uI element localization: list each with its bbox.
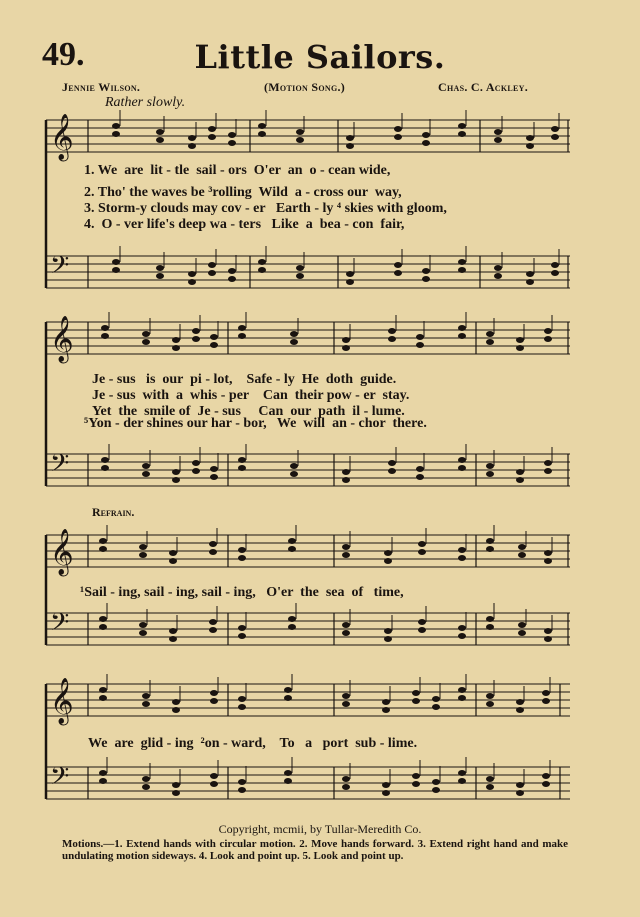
system-1-treble-note	[296, 137, 304, 143]
system-1-treble-note	[494, 129, 502, 135]
system-2-treble-note	[101, 325, 109, 331]
system-4-bass-note	[486, 784, 494, 790]
lyric-line: ¹Sail - ing, sail - ing, sail - ing, O'er the sea of time,	[80, 585, 404, 600]
system-3-treble-note	[99, 546, 107, 552]
composer-credit: Chas. C. Ackley.	[438, 80, 529, 94]
system-4-treble-note	[238, 704, 246, 710]
lyric-line: We are glid - ing ²on - ward, To a port sub - lime.	[88, 736, 418, 751]
system-2-bass-note	[486, 463, 494, 469]
system-2-bass-note	[210, 474, 218, 480]
system-1-treble-note	[394, 134, 402, 140]
system-4-bass-note	[382, 790, 390, 796]
system-3-treble-note	[288, 546, 296, 552]
system-4-bass-note	[172, 790, 180, 796]
system-1-treble-note	[526, 143, 534, 149]
system-4-treble-note	[342, 693, 350, 699]
system-2-bass-note	[388, 460, 396, 466]
system-1-treble-note	[258, 131, 266, 137]
system-1-bass-note	[208, 270, 216, 276]
system-1-treble-note	[228, 132, 236, 138]
system-2-treble-note	[142, 331, 150, 337]
system-3-treble-note	[169, 558, 177, 564]
system-4-bass-note	[382, 782, 390, 788]
system-1-treble-note	[228, 140, 236, 146]
system-2-bass-note	[172, 477, 180, 483]
system-1-bass-note	[422, 268, 430, 274]
system-4-bass-note	[238, 779, 246, 785]
system-1-bass-note	[112, 267, 120, 273]
system-4-treble-note	[542, 698, 550, 704]
system-2-bass-note	[192, 460, 200, 466]
system-1-bass-note	[526, 271, 534, 277]
system-1-treble-note	[494, 137, 502, 143]
system-1-treble-note	[458, 123, 466, 129]
system-2-bass-note	[544, 460, 552, 466]
system-4-bass-note	[458, 778, 466, 784]
system-3-treble-note	[518, 544, 526, 550]
system-2-treble-note	[192, 328, 200, 334]
system-4-bass-note	[486, 776, 494, 782]
system-2-treble-note	[416, 334, 424, 340]
system-3-treble-note	[384, 558, 392, 564]
system-2-treble-clef: 𝄞	[50, 316, 74, 362]
system-4-treble-note	[284, 687, 292, 693]
system-3-treble-note	[238, 547, 246, 553]
system-2-treble-note	[238, 325, 246, 331]
system-4-treble-note	[486, 701, 494, 707]
system-4-treble-note	[432, 704, 440, 710]
system-3-bass-note	[139, 630, 147, 636]
motions-notes: Motions.—1. Extend hands with circular motion. 2. Move hands forward. 3. Extend right hand and make undulating motion sideways. 4. Look and point up. 5. Look and point up.	[62, 838, 568, 862]
system-4-treble-note	[142, 693, 150, 699]
system-1-treble-note	[188, 135, 196, 141]
system-1-treble-note	[394, 126, 402, 132]
tempo-marking: Rather slowly.	[105, 95, 186, 110]
system-2-bass-note	[416, 466, 424, 472]
system-2-treble-note	[290, 331, 298, 337]
system-3-treble-note	[209, 549, 217, 555]
system-2-bass-clef: 𝄢	[50, 449, 70, 484]
system-3-bass-note	[209, 627, 217, 633]
system-3-treble-note	[458, 555, 466, 561]
system-2-bass-note	[290, 463, 298, 469]
system-3-bass-note	[458, 633, 466, 639]
system-2-treble-note	[516, 345, 524, 351]
system-4-bass-note	[432, 779, 440, 785]
song-subtitle: (Motion Song.)	[264, 80, 346, 94]
system-4-bass-note	[99, 770, 107, 776]
system-4-treble-note	[210, 698, 218, 704]
system-3-treble-note	[342, 552, 350, 558]
system-4-bass-note	[412, 773, 420, 779]
system-1-bass-note	[526, 279, 534, 285]
system-4-treble-note	[210, 690, 218, 696]
lyric-line: 4. O - ver life's deep wa - ters Like a bea - con fair,	[84, 217, 405, 232]
system-4-bass-note	[284, 770, 292, 776]
system-3-bass-note	[288, 616, 296, 622]
system-4-treble-note	[99, 695, 107, 701]
system-3-treble-note	[418, 541, 426, 547]
system-3-bass-clef: 𝄢	[50, 608, 70, 643]
system-4-treble-note	[516, 699, 524, 705]
system-1-bass-note	[394, 262, 402, 268]
system-3-treble-note	[518, 552, 526, 558]
system-2-treble-note	[342, 345, 350, 351]
system-2-bass-note	[101, 457, 109, 463]
lyric-line: Je - sus with a whis - per Can their pow - er stay.	[92, 388, 410, 403]
system-1-bass-note	[551, 262, 559, 268]
system-4-treble-note	[172, 699, 180, 705]
system-3-bass-note	[418, 627, 426, 633]
system-3-bass-note	[544, 636, 552, 642]
system-1-treble-note	[458, 131, 466, 137]
system-3-treble-note	[486, 546, 494, 552]
system-3-bass-note	[518, 622, 526, 628]
lyric-line: ⁵Yon - der shines our har - bor, We will an - chor there.	[84, 416, 427, 431]
system-1-bass-note	[494, 265, 502, 271]
system-2-bass-note	[142, 471, 150, 477]
system-4-treble-note	[412, 690, 420, 696]
system-2-bass-note	[516, 477, 524, 483]
system-4-bass-note	[342, 776, 350, 782]
system-1-treble-note	[422, 132, 430, 138]
system-2-bass-note	[210, 466, 218, 472]
system-2-treble-note	[101, 333, 109, 339]
system-4-bass-clef: 𝄢	[50, 762, 70, 797]
lyric-line: Je - sus is our pi - lot, Safe - ly He doth guide.	[92, 372, 397, 387]
system-3-bass-note	[544, 628, 552, 634]
system-4-treble-note	[99, 687, 107, 693]
lyric-line: 1. We are lit - tle sail - ors O'er an o - cean wide,	[84, 163, 391, 178]
system-4-bass-note	[210, 773, 218, 779]
system-3-bass-note	[139, 622, 147, 628]
hymn-title: Little Sailors.	[194, 38, 446, 76]
system-3-treble-note	[544, 550, 552, 556]
system-1-treble-note	[258, 123, 266, 129]
system-1-bass-note	[296, 273, 304, 279]
system-1-bass-note	[188, 279, 196, 285]
system-2-treble-note	[388, 336, 396, 342]
system-2-treble-note	[192, 336, 200, 342]
system-1-treble-note	[156, 137, 164, 143]
system-3-treble-note	[139, 544, 147, 550]
system-1-bass-note	[208, 262, 216, 268]
system-2-treble-note	[486, 331, 494, 337]
system-4-bass-note	[542, 773, 550, 779]
system-1-treble-note	[296, 129, 304, 135]
system-1-bass-note	[156, 265, 164, 271]
system-4-treble-note	[412, 698, 420, 704]
system-4-treble-note	[458, 695, 466, 701]
system-2-treble-note	[544, 336, 552, 342]
system-3-treble-note	[169, 550, 177, 556]
system-1-treble-note	[188, 143, 196, 149]
author-credit: Jennie Wilson.	[62, 80, 141, 94]
system-2-treble-note	[544, 328, 552, 334]
system-3-treble-note	[544, 558, 552, 564]
system-4-treble-note	[516, 707, 524, 713]
system-1-bass-note	[394, 270, 402, 276]
system-1-bass-note	[458, 267, 466, 273]
system-2-bass-note	[238, 457, 246, 463]
system-2-treble-note	[516, 337, 524, 343]
copyright-notice: Copyright, mcmii, by Tullar-Meredith Co.	[218, 822, 422, 836]
system-4-treble-note	[542, 690, 550, 696]
system-2-treble-note	[238, 333, 246, 339]
system-1-treble-note	[422, 140, 430, 146]
system-2-treble-note	[172, 345, 180, 351]
system-2-treble-note	[290, 339, 298, 345]
system-4-bass-note	[284, 778, 292, 784]
system-4-bass-note	[238, 787, 246, 793]
system-2-bass-note	[172, 469, 180, 475]
system-2-treble-note	[342, 337, 350, 343]
system-2-treble-note	[388, 328, 396, 334]
system-1-treble-note	[551, 134, 559, 140]
system-3-treble-note	[288, 538, 296, 544]
system-3-bass-note	[238, 625, 246, 631]
system-1-treble-note	[112, 123, 120, 129]
system-1-bass-note	[258, 259, 266, 265]
system-2-bass-note	[544, 468, 552, 474]
system-1-bass-note	[188, 271, 196, 277]
system-2-treble-note	[172, 337, 180, 343]
system-3-treble-clef: 𝄞	[50, 529, 74, 575]
system-1-treble-note	[346, 135, 354, 141]
system-2-bass-note	[486, 471, 494, 477]
system-3-treble-note	[384, 550, 392, 556]
system-3-bass-note	[384, 636, 392, 642]
system-1-treble-note	[208, 134, 216, 140]
system-1-bass-note	[228, 268, 236, 274]
system-4-bass-note	[458, 770, 466, 776]
hymn-number: 49.	[42, 36, 85, 73]
system-2-bass-note	[238, 465, 246, 471]
system-1-treble-note	[526, 135, 534, 141]
system-1-bass-note	[494, 273, 502, 279]
system-2-bass-note	[458, 457, 466, 463]
system-2-bass-note	[516, 469, 524, 475]
system-1-bass-note	[112, 259, 120, 265]
system-1-bass-note	[458, 259, 466, 265]
system-3-treble-note	[342, 544, 350, 550]
system-3-bass-note	[342, 622, 350, 628]
system-4-bass-note	[432, 787, 440, 793]
system-1-treble-note	[156, 129, 164, 135]
system-3-treble-note	[238, 555, 246, 561]
system-2-bass-note	[101, 465, 109, 471]
system-2-bass-note	[342, 469, 350, 475]
system-1-bass-note	[156, 273, 164, 279]
system-2-bass-note	[192, 468, 200, 474]
system-3-bass-note	[486, 624, 494, 630]
system-4-bass-note	[172, 782, 180, 788]
system-2-bass-note	[416, 474, 424, 480]
system-4-bass-note	[342, 784, 350, 790]
system-2-bass-note	[290, 471, 298, 477]
system-4-treble-note	[382, 699, 390, 705]
system-3-treble-note	[139, 552, 147, 558]
system-3-bass-note	[518, 630, 526, 636]
system-2-treble-note	[416, 342, 424, 348]
system-2-treble-note	[210, 342, 218, 348]
system-3-bass-note	[209, 619, 217, 625]
system-1-bass-note	[551, 270, 559, 276]
system-4-treble-note	[172, 707, 180, 713]
system-3-bass-note	[384, 628, 392, 634]
system-1-treble-note	[112, 131, 120, 137]
system-4-treble-note	[486, 693, 494, 699]
system-3-bass-note	[169, 636, 177, 642]
system-2-bass-note	[342, 477, 350, 483]
system-3-bass-note	[288, 624, 296, 630]
system-2-treble-note	[458, 333, 466, 339]
system-4-treble-note	[382, 707, 390, 713]
system-3-bass-note	[99, 616, 107, 622]
system-2-bass-note	[388, 468, 396, 474]
system-4-treble-clef: 𝄞	[50, 678, 74, 724]
system-3-bass-note	[238, 633, 246, 639]
system-1-bass-note	[346, 279, 354, 285]
system-4-bass-note	[210, 781, 218, 787]
system-1-treble-note	[346, 143, 354, 149]
system-4-treble-note	[238, 696, 246, 702]
system-1-bass-note	[258, 267, 266, 273]
system-1-bass-note	[296, 265, 304, 271]
system-3-bass-note	[169, 628, 177, 634]
system-4-bass-note	[516, 782, 524, 788]
system-3-treble-note	[99, 538, 107, 544]
system-2-bass-note	[458, 465, 466, 471]
system-2-bass-note	[142, 463, 150, 469]
system-3-treble-note	[458, 547, 466, 553]
system-1-bass-note	[346, 271, 354, 277]
system-4-bass-note	[99, 778, 107, 784]
system-3-bass-note	[99, 624, 107, 630]
system-4-treble-note	[142, 701, 150, 707]
lyric-line: 2. Tho' the waves be ³rolling Wild a - cross our way,	[84, 185, 402, 200]
system-2-treble-note	[142, 339, 150, 345]
system-2-treble-note	[210, 334, 218, 340]
system-4-bass-note	[542, 781, 550, 787]
system-3-treble-note	[418, 549, 426, 555]
refrain-label: Refrain.	[92, 505, 135, 519]
system-4-bass-note	[142, 776, 150, 782]
system-4-bass-note	[142, 784, 150, 790]
system-1-treble-note	[551, 126, 559, 132]
system-3-bass-note	[486, 616, 494, 622]
system-4-bass-note	[516, 790, 524, 796]
system-4-treble-note	[342, 701, 350, 707]
system-1-treble-clef: 𝄞	[50, 114, 74, 160]
system-4-treble-note	[284, 695, 292, 701]
lyric-line: Yet the smile of Je - sus Can our path il - lume.	[92, 404, 405, 419]
system-3-bass-note	[342, 630, 350, 636]
system-3-treble-note	[486, 538, 494, 544]
system-4-treble-note	[432, 696, 440, 702]
lyric-line: 3. Storm-y clouds may cov - er Earth - ly ⁴ skies with gloom,	[84, 201, 447, 216]
system-3-bass-note	[458, 625, 466, 631]
system-1-treble-note	[208, 126, 216, 132]
system-2-treble-note	[486, 339, 494, 345]
system-1-bass-clef: 𝄢	[50, 251, 70, 286]
system-2-treble-note	[458, 325, 466, 331]
system-3-bass-note	[418, 619, 426, 625]
system-1-bass-note	[228, 276, 236, 282]
system-3-treble-note	[209, 541, 217, 547]
system-4-bass-note	[412, 781, 420, 787]
system-4-treble-note	[458, 687, 466, 693]
system-1-bass-note	[422, 276, 430, 282]
